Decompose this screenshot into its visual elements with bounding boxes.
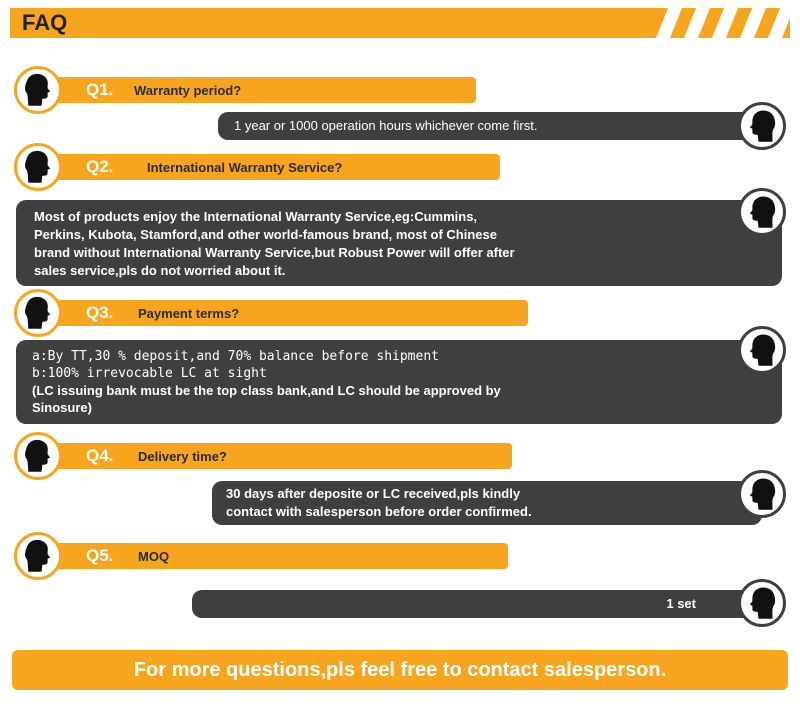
answer-bubble-q1 <box>218 112 764 140</box>
man-head-icon <box>738 326 786 374</box>
answer-line: a:By TT,30 % deposit,and 70% balance before shipment <box>32 349 439 364</box>
woman-head-icon <box>14 143 62 191</box>
answer-line: Most of products enjoy the International Warranty Service,eg:Cummins, <box>34 209 478 224</box>
question-number: Q1. <box>86 80 114 99</box>
question-number: Q3. <box>86 303 114 322</box>
question-bar-q1 <box>56 77 476 103</box>
woman-head-icon <box>14 532 62 580</box>
question-number: Q2. <box>86 157 114 176</box>
answer-line: b:100% irrevocable LC at sight <box>32 366 267 381</box>
answer-bubble-q3 <box>16 340 782 424</box>
man-head-icon <box>738 579 786 627</box>
answer-line: contact with salesperson before order confirmed. <box>226 504 532 519</box>
answer-line: 30 days after deposite or LC received,pls kindly <box>226 486 521 501</box>
question-text: Payment terms? <box>138 306 240 321</box>
question-text: International Warranty Service? <box>147 160 343 175</box>
answer-line: 1 set <box>666 596 696 611</box>
answer-line: brand without International Warranty Service,but Robust Power will offer after <box>34 245 515 260</box>
answer-line: Perkins, Kubota, Stamford,and other world-famous brand, most of Chinese <box>34 227 497 242</box>
question-text: Warranty period? <box>134 83 242 98</box>
contact-banner: For more questions,pls feel free to contact salesperson. <box>12 650 788 690</box>
question-bar-q5 <box>56 543 508 569</box>
woman-head-icon <box>14 432 62 480</box>
woman-head-icon <box>14 66 62 114</box>
answer-line: (LC issuing bank must be the top class bank,and LC should be approved by <box>32 383 501 398</box>
answer-line: 1 year or 1000 operation hours whichever come first. <box>234 118 538 133</box>
question-text: Delivery time? <box>138 449 227 464</box>
question-bar-q3 <box>56 300 528 326</box>
question-number: Q4. <box>86 446 114 465</box>
man-head-icon <box>738 470 786 518</box>
answer-line: Sinosure) <box>32 400 92 415</box>
answer-bubble-q4 <box>212 481 762 525</box>
man-head-icon <box>738 188 786 236</box>
question-text: MOQ <box>138 549 170 564</box>
question-number: Q5. <box>86 546 114 565</box>
answer-line: sales service,pls do not worried about it. <box>34 263 286 278</box>
woman-head-icon <box>14 289 62 337</box>
answer-bubble-q2 <box>16 200 782 286</box>
answer-bubble-q5 <box>192 590 764 618</box>
man-head-icon <box>738 102 786 150</box>
question-bar-q4 <box>56 443 512 469</box>
page-title: FAQ <box>22 10 68 35</box>
